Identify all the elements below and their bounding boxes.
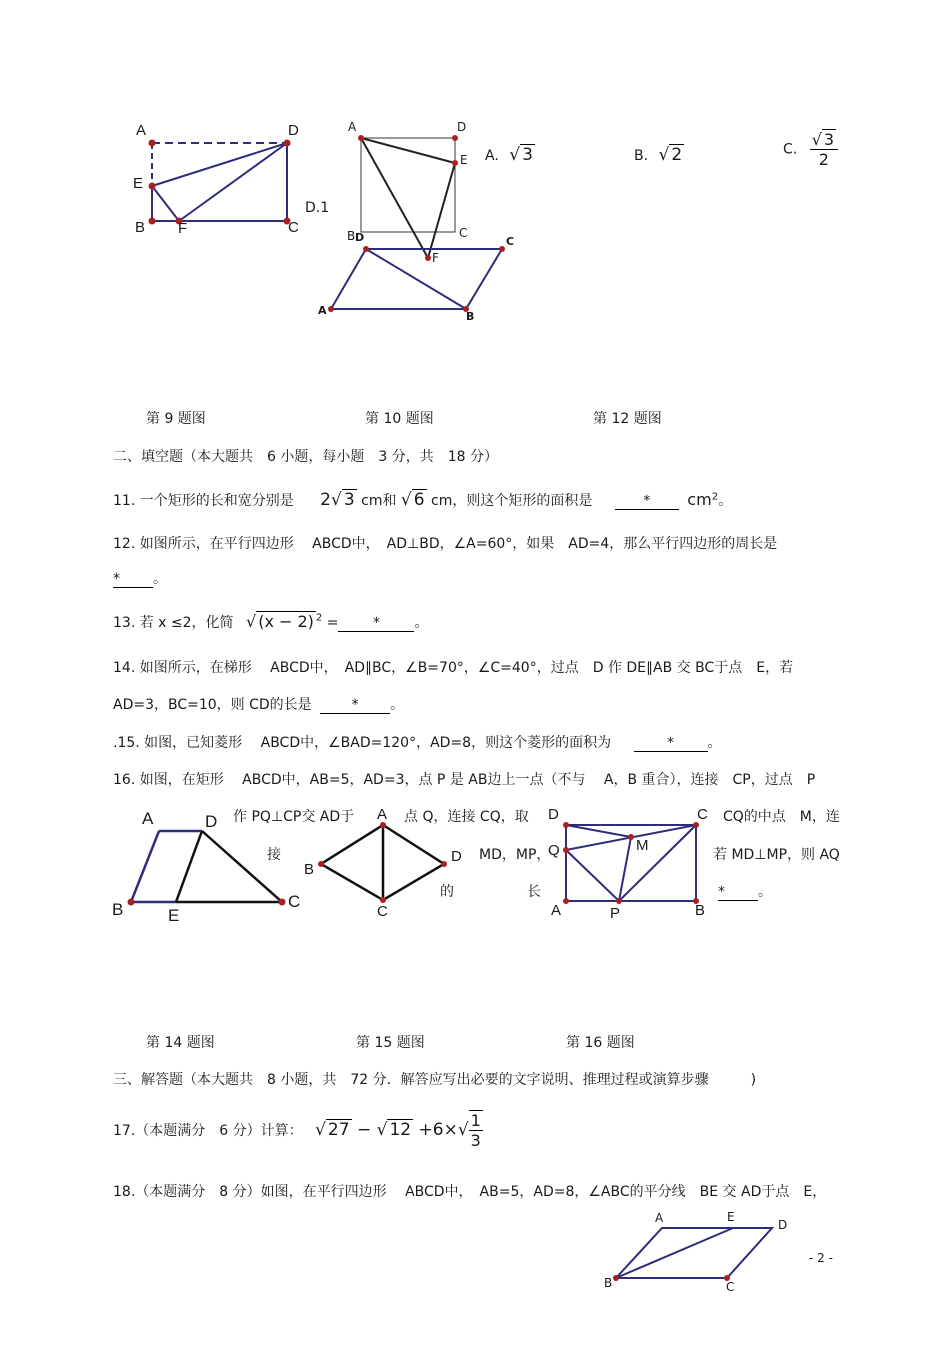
question-16-line1: 16. 如图，在矩形 ABCD中，AB=5，AD=3，点 P 是 AB边上一点（不与 A，B 重合），连接 CP，过点 P — [113, 772, 816, 788]
q10-option-c: C. $\frac{√ 3}{2}$ — [783, 130, 838, 169]
q16-text-w1: 作 PQ⊥CP交 AD于 — [233, 809, 355, 825]
caption-fig9: 第 9 题图 — [146, 411, 206, 427]
fig9-label-f: F — [178, 220, 188, 237]
question-15: .15. 如图，已知菱形 ABCD中，∠BAD=120°，AD=8，则这个菱形的面积为 * 。 — [113, 735, 722, 751]
q10-option-d: D.1 — [305, 200, 330, 216]
fig16-qp — [566, 850, 619, 901]
fig18-label-e: E — [727, 1210, 735, 1224]
q16-text-w4: 接 — [267, 847, 281, 863]
fig10-square — [361, 138, 455, 232]
fig16-label-a: A — [551, 902, 562, 919]
fig10-label-b: B — [347, 229, 356, 243]
q16-text-w6: 若 MD⊥MP，则 AQ — [713, 847, 840, 863]
fig10-ef — [428, 163, 455, 258]
fig14-label-b: B — [112, 900, 124, 919]
fig9-label-a: A — [136, 122, 147, 139]
fig16-label-q: Q — [548, 842, 560, 859]
question-13: 13. 若 x ≤2，化简 √ (x − 2) $^2$ = * 。 — [113, 612, 429, 631]
fig10-label-c: C — [459, 226, 468, 240]
page-number: - 2 - — [809, 1251, 833, 1265]
fig14-label-e: E — [168, 906, 180, 925]
fig12-bd — [366, 249, 466, 309]
fig12-label-d: D — [355, 231, 365, 244]
q16-answer-blank[interactable]: * — [718, 884, 758, 901]
fig10-af — [361, 138, 428, 258]
fig14-dc — [202, 831, 282, 902]
fig18-parallelogram — [616, 1228, 772, 1278]
q15-answer-blank[interactable]: * — [634, 735, 708, 752]
fig14-label-a: A — [142, 809, 154, 828]
question-17: 17.（本题满分 6 分）计算： √ 27 − √ 12 +6×√ $\frac{1}{3}$ — [113, 1111, 481, 1150]
fig16-label-b: B — [695, 902, 706, 919]
fig10-label-d: D — [457, 120, 467, 134]
fig9-ed — [152, 143, 287, 186]
fig18-label-d: D — [778, 1218, 788, 1232]
question-11: 11. 一个矩形的长和宽分别是 2√ 3 cm和 √ 6 cm，则这个矩形的面积是 * $cm^2$。 — [113, 490, 733, 510]
fig18-label-a: A — [655, 1211, 664, 1225]
q10-option-a: A. √ 3 — [485, 145, 533, 165]
fig15-label-a: A — [377, 806, 388, 823]
fig18-be — [616, 1228, 733, 1278]
fig12-label-a: A — [318, 304, 327, 317]
fig15-label-c: C — [377, 903, 388, 920]
fig14-label-c: C — [288, 892, 301, 911]
figure-9 — [149, 140, 291, 225]
q12-answer-blank[interactable]: * — [113, 571, 153, 588]
q14-answer-blank[interactable]: * — [320, 697, 390, 714]
fig9-fd — [179, 143, 287, 221]
figure-18 — [613, 1228, 772, 1281]
fig10-label-e: E — [460, 153, 468, 167]
section2-heading: 二、填空题（本大题共 6 小题，每小题 3 分，共 18 分） — [113, 449, 498, 465]
q16-text-w3: CQ的中点 M，连 — [723, 809, 840, 825]
fig15-label-b: B — [304, 861, 315, 878]
fig9-ef — [152, 186, 179, 221]
q13-answer-blank[interactable]: * — [338, 615, 414, 632]
figure-15 — [318, 822, 447, 903]
fig9-label-e: E — [133, 175, 144, 192]
fig18-label-c: C — [726, 1280, 735, 1294]
fig16-dm — [566, 825, 631, 837]
fig16-label-d: D — [548, 806, 559, 823]
figure-16 — [563, 822, 699, 904]
fig14-de — [176, 831, 202, 902]
fig18-label-b: B — [604, 1276, 613, 1290]
fig9-label-b: B — [135, 219, 146, 236]
fig15-label-d: D — [451, 848, 462, 865]
fig12-label-c: C — [506, 235, 515, 248]
fig10-ae — [361, 138, 455, 163]
figure-12 — [328, 246, 505, 312]
caption-fig14: 第 14 题图 — [146, 1035, 215, 1051]
fig16-label-c: C — [697, 806, 708, 823]
fig10-label-f: F — [432, 251, 439, 265]
q16-text-w7: 的 — [440, 884, 454, 900]
caption-fig10: 第 10 题图 — [365, 411, 434, 427]
caption-fig15: 第 15 题图 — [356, 1035, 425, 1051]
fig12-label-b: B — [466, 310, 475, 323]
fig14-label-d: D — [205, 812, 218, 831]
fig10-label-a: A — [348, 120, 357, 134]
section3-heading: 三、解答题（本大题共 8 小题，共 72 分．解答应写出必要的文字说明、推理过程或演算步骤 ) — [113, 1072, 757, 1088]
q16-text-w8: 长 — [527, 884, 541, 900]
caption-fig12: 第 12 题图 — [593, 411, 662, 427]
q16-text-w2: 点 Q，连接 CQ，取 — [404, 809, 529, 825]
fig16-label-m: M — [636, 837, 649, 854]
q11-answer-blank[interactable]: * — [615, 493, 679, 510]
fig9-label-d: D — [288, 122, 299, 139]
question-12-line1: 12. 如图所示，在平行四边形 ABCD中， AD⊥BD，∠A=60°，如果 AD=4，那么平行四边形的周长是 — [113, 536, 778, 552]
figure-10 — [358, 135, 458, 261]
question-18: 18.（本题满分 8 分）如图，在平行四边形 ABCD中， AB=5，AD=8，∠ABC的平分线 BE 交 AD于点 E， — [113, 1184, 827, 1200]
figure-14 — [128, 831, 286, 906]
question-12-line2: * 。 — [113, 571, 167, 587]
q16-answer: * 。 — [718, 884, 772, 900]
fig14-ab — [131, 831, 159, 902]
question-14-line2: AD=3，BC=10，则 CD的长是 * 。 — [113, 697, 405, 713]
question-14-line1: 14. 如图所示，在梯形 ABCD中， AD∥BC，∠B=70°，∠C=40°，过点 D 作 DE∥AB 交 BC于点 E，若 — [113, 660, 794, 676]
caption-fig16: 第 16 题图 — [566, 1035, 635, 1051]
fig16-label-p: P — [610, 905, 621, 922]
q16-text-w5: MD，MP， — [479, 847, 551, 863]
q10-option-b: B. √ 2 — [634, 145, 683, 165]
fig9-label-c: C — [288, 219, 299, 236]
